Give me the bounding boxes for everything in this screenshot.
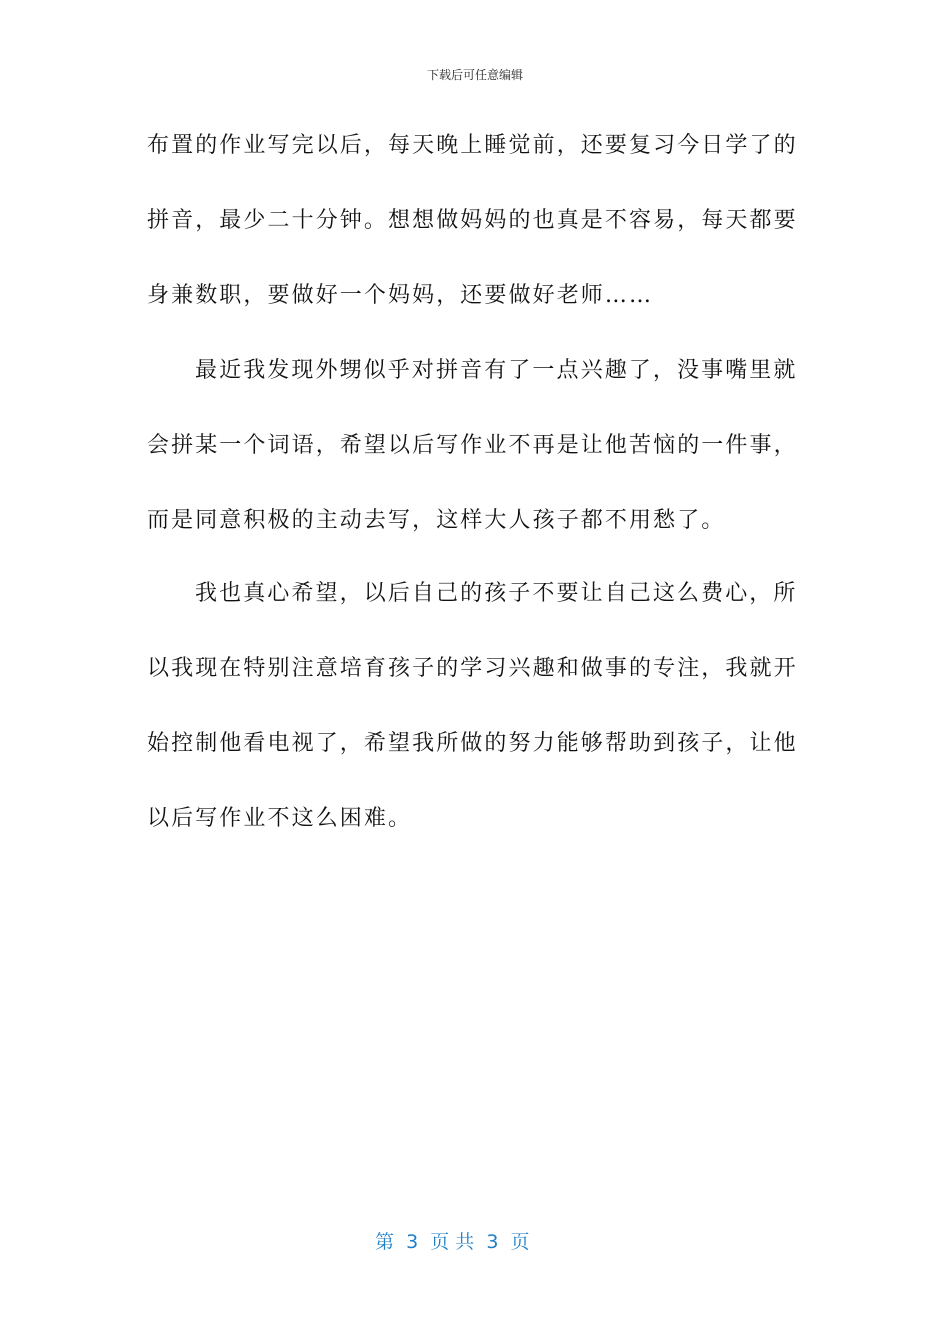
text-line: 始控制他看电视了，希望我所做的努力能够帮助到孩子，让他: [147, 731, 798, 756]
text-line: 布置的作业写完以后，每天晚上睡觉前，还要复习今日学了的: [147, 133, 798, 158]
paragraph-first-line: 我也真心希望，以后自己的孩子不要让自己这么费心，所: [195, 581, 798, 606]
text-line: 拼音，最少二十分钟。想想做妈妈的也真是不容易，每天都要: [147, 208, 798, 233]
text-line: 会拼某一个词语，希望以后写作业不再是让他苦恼的一件事，: [147, 433, 798, 458]
text-line: 而是同意积极的主动去写，这样大人孩子都不用愁了。: [147, 508, 726, 533]
text-line: 身兼数职，要做好一个妈妈，还要做好老师……: [147, 283, 654, 308]
page-number-footer: 第 3 页 共 3 页: [375, 1231, 530, 1253]
text-line: 以后写作业不这么困难。: [147, 806, 413, 831]
text-line: 以我现在特别注意培育孩子的学习兴趣和做事的专注，我就开: [147, 656, 798, 681]
page-header: 下载后可任意编辑: [426, 68, 523, 82]
paragraph-first-line: 最近我发现外甥似乎对拼音有了一点兴趣了，没事嘴里就: [195, 358, 798, 383]
